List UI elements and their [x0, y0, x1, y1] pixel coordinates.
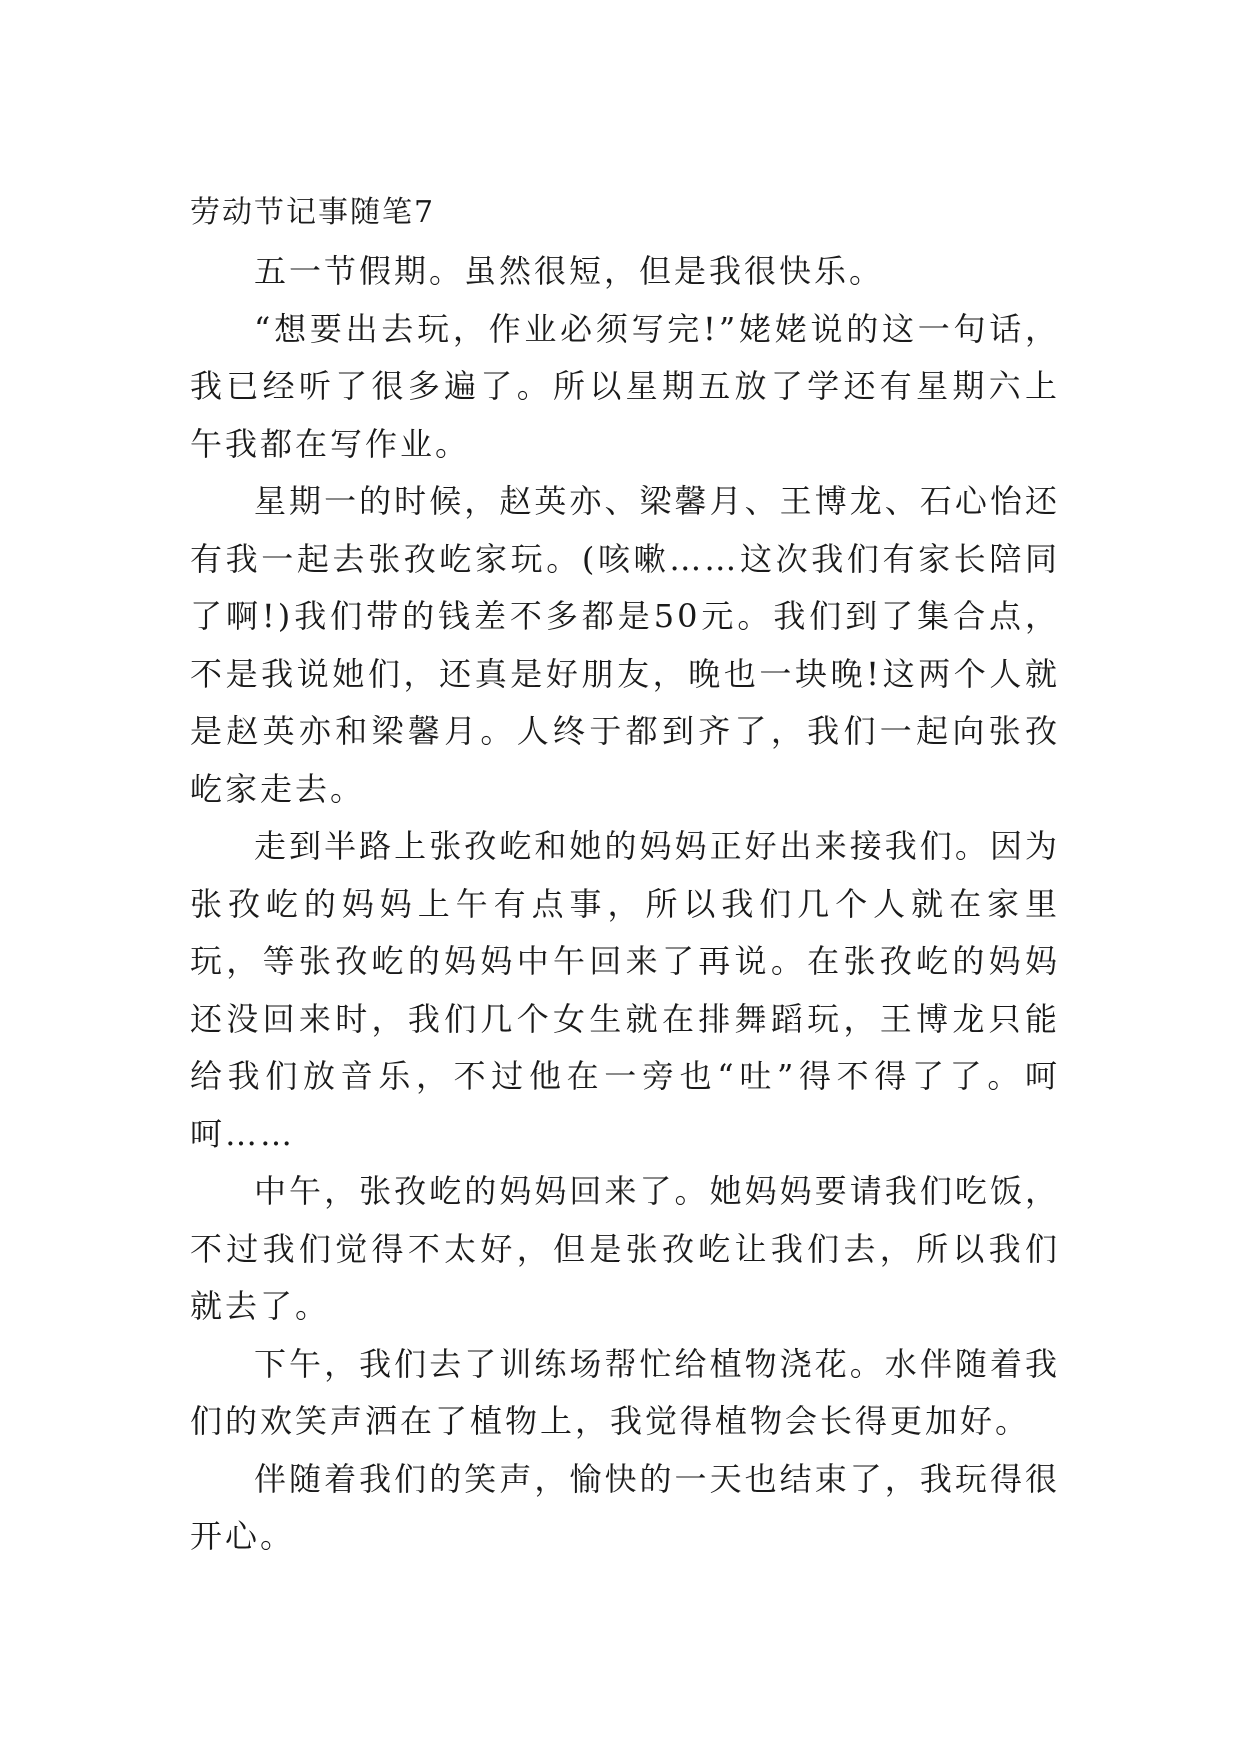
paragraph: 走到半路上张孜屹和她的妈妈正好出来接我们。因为张孜屹的妈妈上午有点事，所以我们几个人就在家里玩，等张孜屹的妈妈中午回来了再说。在张孜屹的妈妈还没回来时，我们几个女生就在排舞蹈玩，王博龙只能给我们放音乐，不过他在一旁也“吐”得不得了了。呵呵……	[190, 827, 1060, 1153]
document-page	[190, 0, 1060, 1754]
paragraph: 中午，张孜屹的妈妈回来了。她妈妈要请我们吃饭，不过我们觉得不太好，但是张孜屹让我们去，所以我们就去了。	[190, 1172, 1060, 1325]
paragraph: 下午，我们去了训练场帮忙给植物浇花。水伴随着我们的欢笑声洒在了植物上，我觉得植物会长得更加好。	[190, 1344, 1060, 1440]
document-title: 劳动节记事随笔7	[190, 195, 436, 230]
paragraph: 星期一的时候，赵英亦、梁馨月、王博龙、石心怡还有我一起去张孜屹家玩。(咳嗽……这次我们有家长陪同了啊!)我们带的钱差不多都是50元。我们到了集合点，不是我说她们，还真是好朋友，晚也一块晚!这两个人就是赵英亦和梁馨月。人终于都到齐了，我们一起向张孜屹家走去。	[190, 482, 1060, 808]
paragraph: 伴随着我们的笑声，愉快的一天也结束了，我玩得很开心。	[190, 1459, 1060, 1555]
paragraph: “想要出去玩，作业必须写完!”姥姥说的这一句话，我已经听了很多遍了。所以星期五放了学还有星期六上午我都在写作业。	[190, 309, 1060, 463]
document-body	[190, 243, 1060, 1566]
paragraph: 五一节假期。虽然很短，但是我很快乐。	[254, 252, 885, 290]
